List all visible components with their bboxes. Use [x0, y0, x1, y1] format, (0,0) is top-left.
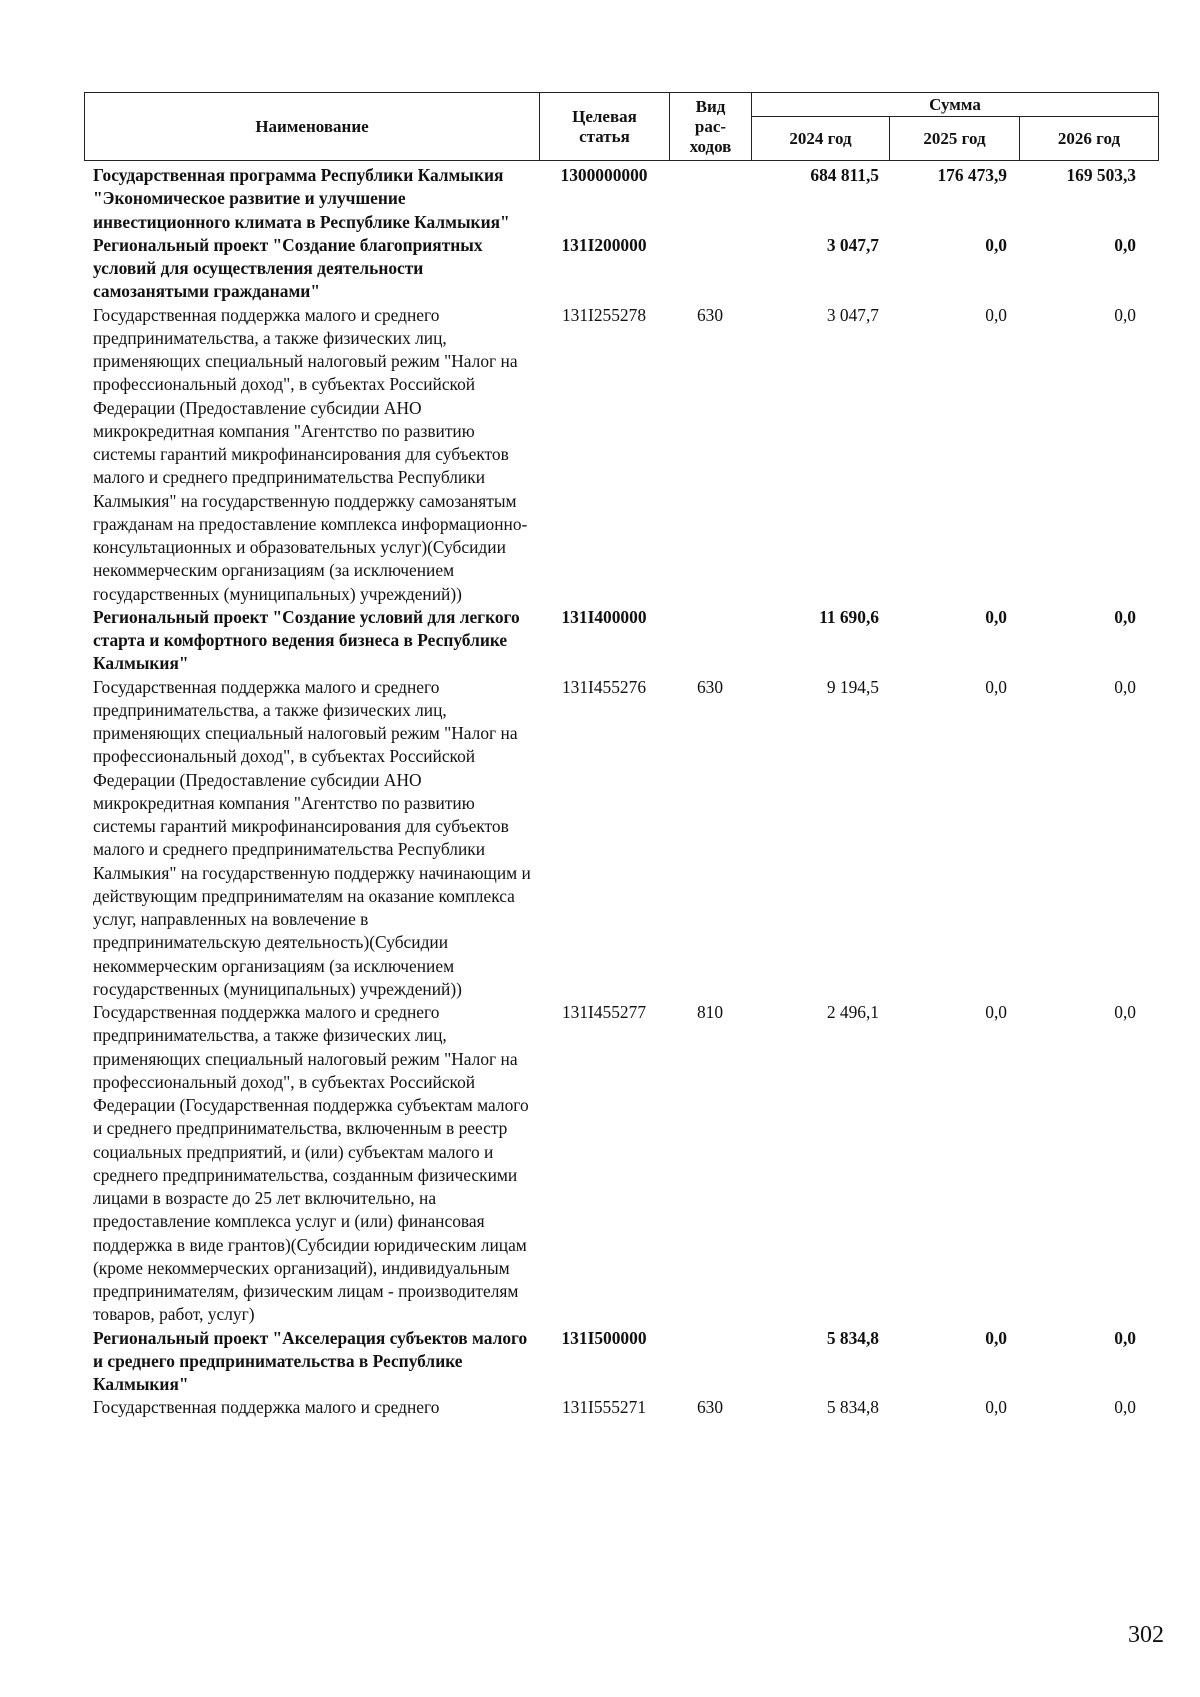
row-name-cell: Государственная поддержка малого и среднего [93, 1397, 440, 1418]
row-2024-cell: 3 047,7 [826, 234, 879, 255]
header-sum: Сумма [752, 93, 1159, 117]
table-row [84, 304, 1158, 606]
row-name-cell: Государственная программа Республики Калмыкия "Экономическое развитие и улучшение инвестиционного климата в Республике Калмыкия" [93, 165, 510, 232]
row-2025-cell: 0,0 [985, 676, 1007, 697]
header-kind [670, 93, 752, 161]
row-name-cell: Региональный проект "Создание благоприятных условий для осуществления деятельности самозанятыми гражданами" [93, 234, 483, 302]
row-2024-cell: 5 834,8 [826, 1397, 879, 1418]
row-code-cell: 131I500000 [561, 1327, 647, 1348]
table-row [84, 164, 1158, 234]
row-kind-cell: 630 [696, 304, 724, 325]
row-code-cell: 131I455276 [561, 676, 647, 697]
row-2025-cell: 0,0 [985, 234, 1007, 255]
row-2026-cell: 0,0 [1114, 234, 1136, 255]
row-2025-cell: 0,0 [985, 1002, 1007, 1022]
row-2024-cell: 684 811,5 [810, 165, 879, 185]
table-row [84, 606, 1158, 676]
table-row [84, 1327, 1158, 1397]
row-kind-cell: 630 [696, 1397, 724, 1418]
header-code-text: Целевая статья [572, 106, 637, 146]
header-year-2025: 2025 год [890, 117, 1020, 161]
row-2026-cell: 169 503,3 [1066, 165, 1136, 185]
row-code-cell: 1300000000 [560, 165, 648, 185]
row-2024-cell: 9 194,5 [826, 676, 879, 697]
row-code-cell: 131I455277 [561, 1002, 647, 1022]
table-row [84, 676, 1158, 1002]
row-kind-cell: 630 [696, 676, 724, 697]
row-2024-cell: 2 496,1 [826, 1002, 879, 1022]
header-year-2026: 2026 год [1020, 117, 1159, 161]
table-row [84, 1001, 1158, 1327]
row-name-cell: Государственная поддержка малого и среднего предпринимательства, а также физических лиц, применяющих специальный налоговый режим "Налог на профессиональный доход", в субъектах Российской Федерации (Государственная поддержка субъектам малого и среднего предпринимательства, включенным в реестр социальных предприятий, и (или) субъектам малого и среднего предпринимательства, созданным физическими лицами в возрасте до 25 лет включительно, на предоставление комплекса услуг и (или) финансовая поддержка в виде грантов)(Субсидии юридическим лицам (кроме некоммерческих организаций), индивидуальным предпринимателям, физическим лицам - производителям товаров, работ, услуг) [93, 1002, 529, 1325]
row-2025-cell: 0,0 [985, 1397, 1007, 1418]
row-2024-cell: 11 690,6 [819, 606, 879, 627]
row-2025-cell: 176 473,9 [937, 165, 1007, 185]
row-2024-cell: 3 047,7 [826, 304, 879, 325]
row-2026-cell: 0,0 [1114, 1002, 1136, 1022]
page-number: 302 [1128, 1622, 1164, 1648]
row-2025-cell: 0,0 [985, 1327, 1007, 1348]
table-row [84, 1396, 1158, 1419]
row-code-cell: 131I255278 [561, 304, 647, 325]
row-name-cell: Региональный проект "Акселерация субъектов малого и среднего предпринимательства в Республике Калмыкия" [93, 1327, 528, 1394]
row-code-cell: 131I555271 [561, 1397, 647, 1418]
header-kind-text: Вид рас-ходов [689, 96, 732, 156]
row-2026-cell: 0,0 [1114, 304, 1136, 325]
table-row [84, 234, 1158, 304]
row-2026-cell: 0,0 [1114, 1327, 1136, 1348]
row-2024-cell: 5 834,8 [826, 1327, 879, 1348]
budget-table-body [84, 164, 1158, 1420]
row-2026-cell: 0,0 [1114, 606, 1136, 627]
row-code-cell: 131I200000 [561, 234, 647, 255]
row-code-cell: 131I400000 [561, 606, 647, 627]
row-name-cell: Государственная поддержка малого и среднего предпринимательства, а также физических лиц, применяющих специальный налоговый режим "Налог на профессиональный доход", в субъектах Российской Федерации (Предоставление субсидии АНО микрокредитная компания "Агентство по развитию системы гарантий микрофинансирования для субъектов малого и среднего предпринимательства Республики Калмыкия" на государственную поддержку самозанятым гражданам на предоставление комплекса информационно-консультационных и образовательных услуг)(Субсидии некоммерческим организациям (за исключением государственных (муниципальных) учреждений)) [93, 304, 528, 604]
row-name-cell: Региональный проект "Создание условий для легкого старта и комфортного ведения бизнеса в Республике Калмыкия" [93, 606, 520, 674]
row-kind-cell: 810 [696, 1002, 724, 1022]
header-name: Наименование [85, 93, 540, 161]
budget-table-header [84, 92, 1159, 161]
row-2025-cell: 0,0 [985, 304, 1007, 325]
row-2026-cell: 0,0 [1114, 676, 1136, 697]
header-code [540, 93, 670, 161]
row-2025-cell: 0,0 [985, 606, 1007, 627]
row-name-cell: Государственная поддержка малого и среднего предпринимательства, а также физических лиц, применяющих специальный налоговый режим "Налог на профессиональный доход", в субъектах Российской Федерации (Предоставление субсидии АНО микрокредитная компания "Агентство по развитию системы гарантий микрофинансирования для субъектов малого и среднего предпринимательства Республики Калмыкия" на государственную поддержку начинающим и действующим предпринимателям на оказание комплекса услуг, направленных на вовлечение в предпринимательскую деятельность)(Субсидии некоммерческим организациям (за исключением государственных (муниципальных) учреждений)) [93, 676, 531, 999]
header-year-2024: 2024 год [752, 117, 890, 161]
row-2026-cell: 0,0 [1114, 1397, 1136, 1418]
